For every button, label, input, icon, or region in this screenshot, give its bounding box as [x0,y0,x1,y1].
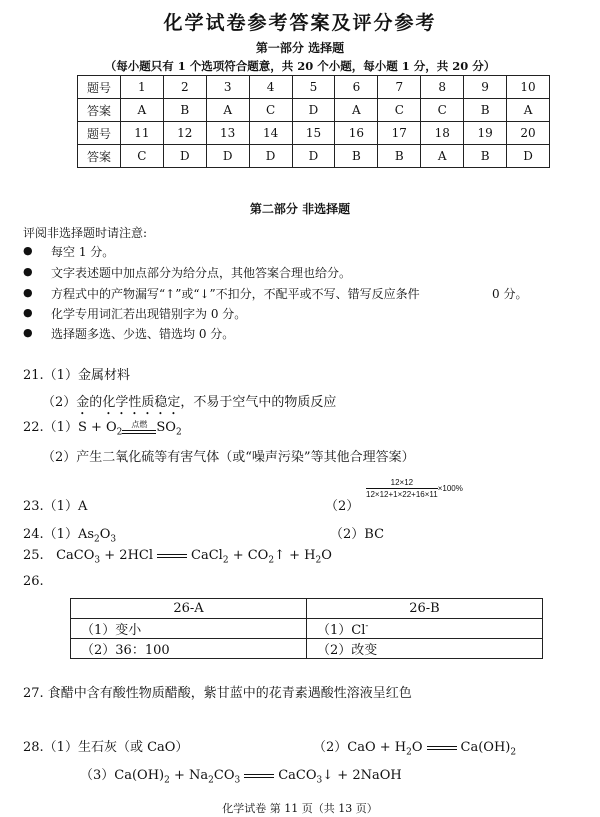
page-footer: 化学试卷 第 11 页（共 13 页） [222,802,378,815]
answer-24-2: （2）BC [330,527,385,542]
question-number-cell: 3 [206,76,249,99]
answer-cell: D [292,145,335,168]
col-26b-header: 26-B [307,599,543,619]
question-number-cell: 14 [249,122,292,145]
grading-note: ● 文字表述题中加点部分为给分点，其他答案合理也给分。 [51,264,351,281]
question-number-cell: 12 [163,122,206,145]
part1-note: （每小题只有 1 个选项符合题意，共 20 个小题，每小题 1 分，共 20 分） [104,59,496,73]
question-number-cell: 1 [120,76,163,99]
answer-21-2: （2）金的化学性质稳定，不易于空气中的物质反应 [42,395,337,410]
answer-cell: C [421,99,464,122]
answer-23-2-label: （2） [325,499,360,514]
answer-26-label: 26. [23,574,44,589]
answer-cell: D [163,145,206,168]
answer-23-1: 23.（1）A [23,499,88,514]
answer-cell: A [335,99,378,122]
answer-cell: D [249,145,292,168]
answer-cell: B [335,145,378,168]
grading-note: ● 每空 1 分。 [51,243,114,260]
grading-note: ● 化学专用词汇若出现错别字为 0 分。 [51,305,246,322]
answer-cell: C [120,145,163,168]
question-number-cell: 10 [507,76,550,99]
question-number-cell: 20 [507,122,550,145]
answer-cell: B [378,145,421,168]
question-number-cell: 13 [206,122,249,145]
question-number-cell: 16 [335,122,378,145]
answer-24-1: $24.(1)As_2O_3$ [23,527,117,545]
page-title: 化学试卷参考答案及评分参考 [163,12,437,34]
answer-26b-1: （1）Cl- [307,619,543,639]
answer-cell: C [378,99,421,122]
question-number-cell: 17 [378,122,421,145]
question-number-cell: 18 [421,122,464,145]
question-number-cell: 4 [249,76,292,99]
question-number-cell: 15 [292,122,335,145]
row-label: 答案 [78,99,121,122]
question-number-cell: 11 [120,122,163,145]
grading-note: ● 方程式中的产物漏写“↑”或“↓”不扣分，不配平或不写、错写反应条件 [51,285,420,302]
answer-28-3: $(3)Ca(OH)_2 + Na_2CO_3$ CaCO$_3$↓ + 2NaOH [80,768,402,786]
grading-note-tail: 0 分。 [492,287,528,301]
part1-heading: 第一部分 选择题 [255,41,345,55]
question-number-cell: 6 [335,76,378,99]
answer-cell: B [464,145,507,168]
row-label: 答案 [78,145,121,168]
answer-table [77,75,550,168]
answer-22-1: $22.(1)S + O_2$ 点燃 $SO_2$ [23,420,182,438]
col-26a-header: 26-A [71,599,307,619]
answer-26a-2: （2）36：100 [71,639,307,659]
answer-cell: A [421,145,464,168]
answer-21-1: 21.（1）金属材料 [23,368,130,383]
answer-22-2: （2）产生二氧化硫等有害气体（或“噪声污染”等其他合理答案） [42,450,415,465]
answer-cell: B [163,99,206,122]
answer-23-2-formula: $\frac{12\times 12}{12\times 12+1\times 22+16\times 11}$ ×100% [366,478,463,499]
answer-cell: D [292,99,335,122]
part2-heading: 第二部分 非选择题 [249,202,351,216]
reaction-condition: 点燃 [122,421,156,434]
answer-cell: D [507,145,550,168]
row-label: 题号 [78,76,121,99]
answer-cell: D [206,145,249,168]
question-number-cell: 9 [464,76,507,99]
answer-28-2: $(2)CaO + H_2O$ $Ca(OH)_2$ [313,740,517,758]
answer-cell: A [120,99,163,122]
answer-26b-2: （2）改变 [307,639,543,659]
answer-28-1: 28.（1）生石灰（或 CaO） [23,740,189,755]
grading-intro: 评阅非选择题时请注意: [23,226,148,240]
question-number-cell: 2 [163,76,206,99]
answer-25: 25. CaCO$_3$ + 2HCl CaCl$_2$ + $CO_2↑ + H_2O$ [23,548,332,566]
answer-26-table [70,598,543,659]
answer-27: 27. 食醋中含有酸性物质醋酸，紫甘蓝中的花青素遇酸性溶液呈红色 [23,686,412,701]
answer-cell: A [206,99,249,122]
question-number-cell: 8 [421,76,464,99]
grading-note: ● 选择题多选、少选、错选均 0 分。 [51,325,234,342]
row-label: 题号 [78,122,121,145]
question-number-cell: 7 [378,76,421,99]
question-number-cell: 5 [292,76,335,99]
answer-26a-1: （1）变小 [71,619,307,639]
answer-cell: B [464,99,507,122]
question-number-cell: 19 [464,122,507,145]
answer-cell: A [507,99,550,122]
answer-cell: C [249,99,292,122]
